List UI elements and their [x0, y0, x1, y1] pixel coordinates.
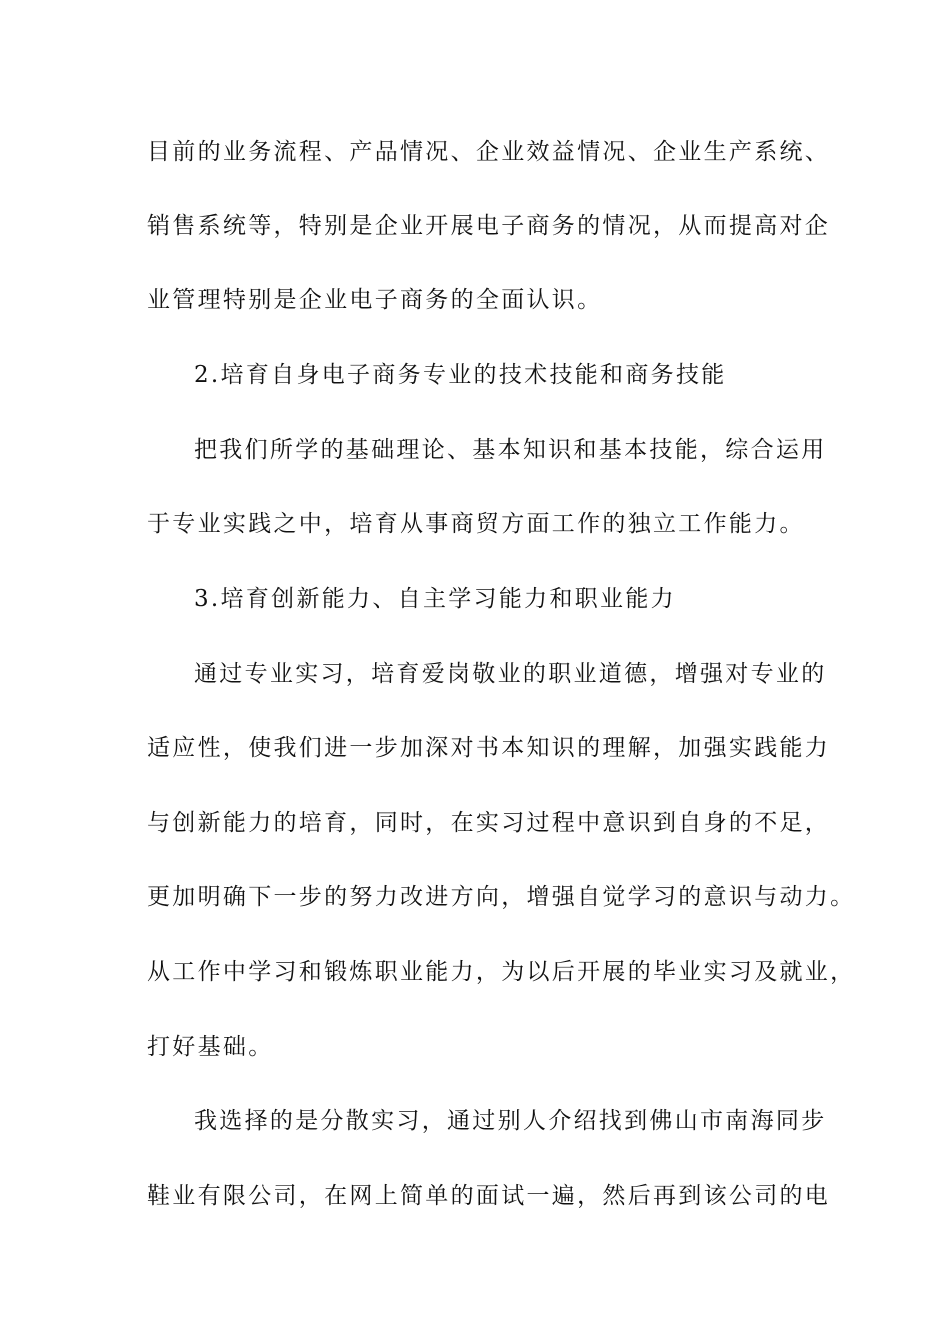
body-line: 我选择的是分散实习，通过别人介绍找到佛山市南海同步 [194, 1108, 827, 1134]
body-line: 销售系统等，特别是企业开展电子商务的情况，从而提高对企 [147, 213, 831, 239]
body-line: 于专业实践之中，培育从事商贸方面工作的独立工作能力。 [147, 511, 805, 537]
body-line: 与创新能力的培育，同时，在实习过程中意识到自身的不足， [147, 810, 831, 836]
body-line: 目前的业务流程、产品情况、企业效益情况、企业生产系统、 [147, 139, 831, 165]
body-line: 适应性，使我们进一步加深对书本知识的理解，加强实践能力 [147, 735, 831, 761]
body-line: 更加明确下一步的努力改进方向，增强自觉学习的意识与动力。 [147, 884, 856, 910]
body-line: 从工作中学习和锻炼职业能力，为以后开展的毕业实习及就业， [147, 959, 856, 985]
section-heading: 3.培育创新能力、自主学习能力和职业能力 [194, 586, 676, 612]
body-line: 业管理特别是企业电子商务的全面认识。 [147, 287, 603, 313]
section-heading: 2.培育自身电子商务专业的技术技能和商务技能 [194, 362, 727, 388]
body-line: 通过专业实习，培育爱岗敬业的职业道德，增强对专业的 [194, 661, 827, 687]
body-line: 鞋业有限公司，在网上简单的面试一遍，然后再到该公司的电 [147, 1183, 831, 1209]
body-line: 把我们所学的基础理论、基本知识和基本技能，综合运用 [194, 437, 827, 463]
body-line: 打好基础。 [147, 1034, 274, 1060]
